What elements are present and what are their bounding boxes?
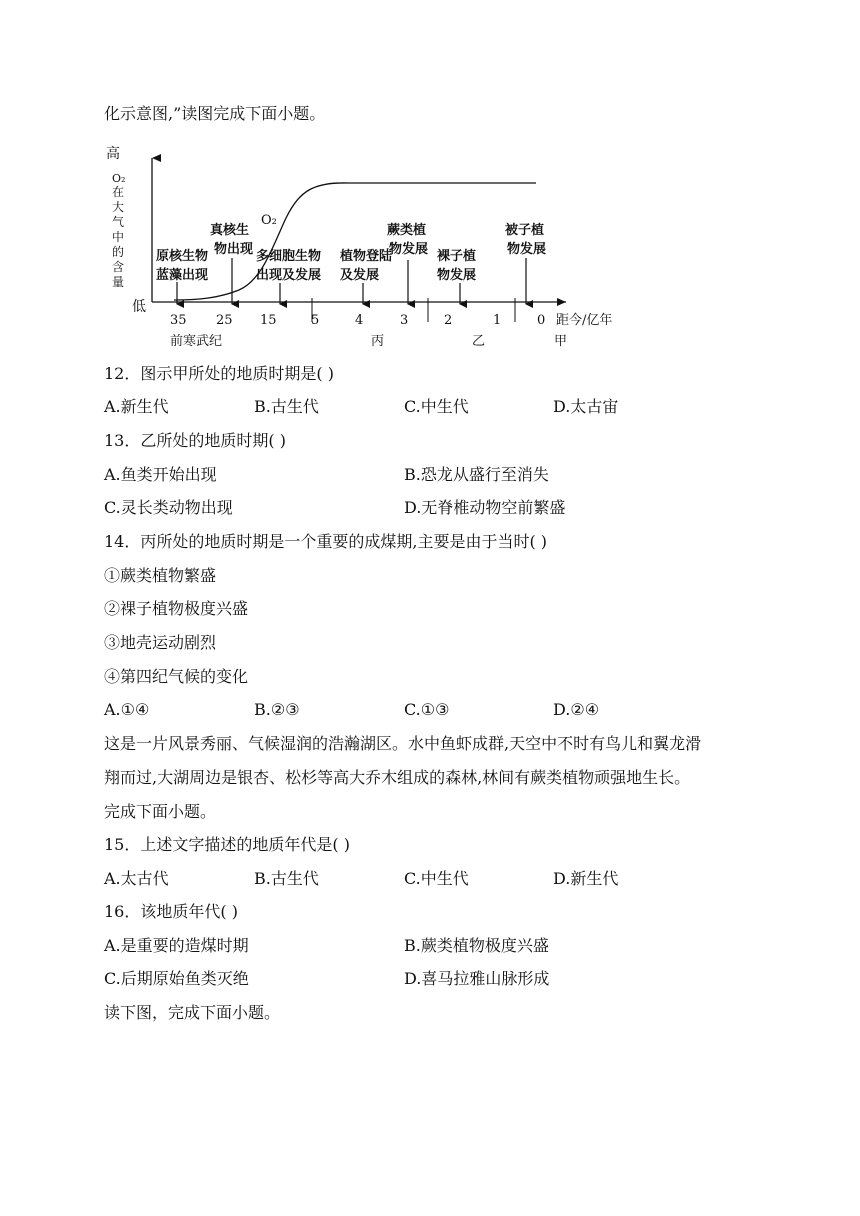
event-label: 物发展: [437, 268, 477, 283]
question-12-stem: 12．图示甲所处的地质时期是( ): [104, 364, 334, 383]
q12-option-c[interactable]: C.中生代: [404, 397, 469, 416]
question-13-stem: 13．乙所处的地质时期( ): [104, 431, 286, 450]
y-high-label: 高: [106, 146, 120, 162]
tick-label: 1: [493, 313, 502, 328]
q14-option-b[interactable]: B.②③: [254, 700, 300, 719]
tick-label: 4: [355, 313, 364, 328]
y-low-label: 低: [132, 299, 146, 315]
q15-option-c[interactable]: C.中生代: [404, 869, 469, 888]
q13-option-b[interactable]: B.恐龙从盛行至消失: [404, 465, 549, 484]
y-label-char: 量: [112, 275, 125, 289]
y-label-char: 的: [112, 245, 125, 259]
q16-option-c[interactable]: C.后期原始鱼类灭绝: [104, 969, 249, 988]
o2-evolution-diagram: [104, 138, 644, 358]
q16-option-b[interactable]: B.蕨类植物极度兴盛: [404, 936, 549, 955]
q12-option-d[interactable]: D.太古宙: [553, 397, 619, 416]
tick-label: 25: [216, 313, 233, 328]
y-label-char: 大: [112, 200, 125, 214]
q13-option-a[interactable]: A.鱼类开始出现: [104, 465, 217, 484]
y-label-char: 气: [112, 215, 125, 229]
passage-line: 完成下面小题。: [104, 802, 217, 821]
q14-item-1: ①蕨类植物繁盛: [104, 566, 217, 585]
q14-option-c[interactable]: C.①③: [404, 700, 450, 719]
tick-label: 2: [444, 313, 453, 328]
q14-item-2: ②裸子植物极度兴盛: [104, 599, 249, 618]
tick-label: 15: [260, 313, 277, 328]
y-label-char: 中: [112, 230, 125, 244]
event-label: 物发展: [507, 242, 547, 257]
tick-label: 0: [537, 313, 546, 328]
x-unit-label: 距今/亿年: [556, 313, 613, 328]
question-15-stem: 15．上述文字描述的地质年代是( ): [104, 835, 350, 854]
event-label: 及发展: [340, 268, 380, 283]
q14-item-3: ③地壳运动剧烈: [104, 633, 217, 652]
event-label: 裸子植: [437, 249, 477, 264]
y-label-char: 在: [112, 185, 125, 199]
event-label: 植物登陆: [340, 249, 393, 264]
q14-option-d[interactable]: D.②④: [553, 700, 600, 719]
tick-label: 3: [400, 313, 409, 328]
era-label-jia: 甲: [554, 334, 568, 349]
tick-label: 35: [170, 313, 187, 328]
event-label: 真核生: [210, 223, 250, 238]
passage-line: 翔而过,大湖周边是银杏、松杉等高大乔木组成的森林,林间有蕨类植物顽强地生长。: [104, 768, 691, 787]
event-label: 被子植: [505, 223, 545, 238]
q15-option-d[interactable]: D.新生代: [553, 869, 619, 888]
y-label-char: 含: [112, 260, 125, 274]
era-label-yi: 乙: [472, 334, 486, 349]
event-label: 蕨类植: [387, 223, 427, 238]
y-label-char: O₂: [112, 172, 126, 185]
question-16-stem: 16．该地质年代( ): [104, 902, 238, 921]
q12-option-a[interactable]: A.新生代: [104, 397, 169, 416]
outro-line: 读下图，完成下面小题。: [104, 1003, 281, 1022]
y-axis-label: [112, 172, 125, 289]
q16-option-a[interactable]: A.是重要的造煤时期: [104, 936, 249, 955]
x-tick-labels: [170, 313, 545, 328]
question-14-stem: 14．丙所处的地质时期是一个重要的成煤期,主要是由于当时( ): [104, 532, 548, 551]
curve-label: O₂: [261, 213, 277, 228]
tick-label: 5: [311, 313, 320, 328]
event-label: 原核生物: [156, 249, 209, 264]
event-label: 蓝藻出现: [156, 268, 209, 283]
q13-option-d[interactable]: D.无脊椎动物空前繁盛: [404, 498, 566, 517]
q15-option-a[interactable]: A.太古代: [104, 869, 169, 888]
q14-item-4: ④第四纪气候的变化: [104, 667, 249, 686]
intro-line: 化示意图,”读图完成下面小题。: [104, 104, 326, 123]
q13-option-c[interactable]: C.灵长类动物出现: [104, 498, 233, 517]
q16-option-d[interactable]: D.喜马拉雅山脉形成: [404, 969, 550, 988]
passage-line: 这是一片风景秀丽、气候湿润的浩瀚湖区。水中鱼虾成群,天空中不时有鸟儿和翼龙滑: [104, 734, 702, 753]
event-label: 多细胞生物: [256, 249, 322, 264]
era-label-precambrian: 前寒武纪: [170, 334, 223, 349]
event-label: 出现及发展: [256, 268, 322, 283]
q12-option-b[interactable]: B.古生代: [254, 397, 319, 416]
q15-option-b[interactable]: B.古生代: [254, 869, 319, 888]
event-label: 物发展: [389, 242, 429, 257]
era-label-bing: 丙: [371, 334, 385, 349]
event-label: 物出现: [214, 242, 254, 257]
q14-option-a[interactable]: A.①④: [104, 700, 150, 719]
